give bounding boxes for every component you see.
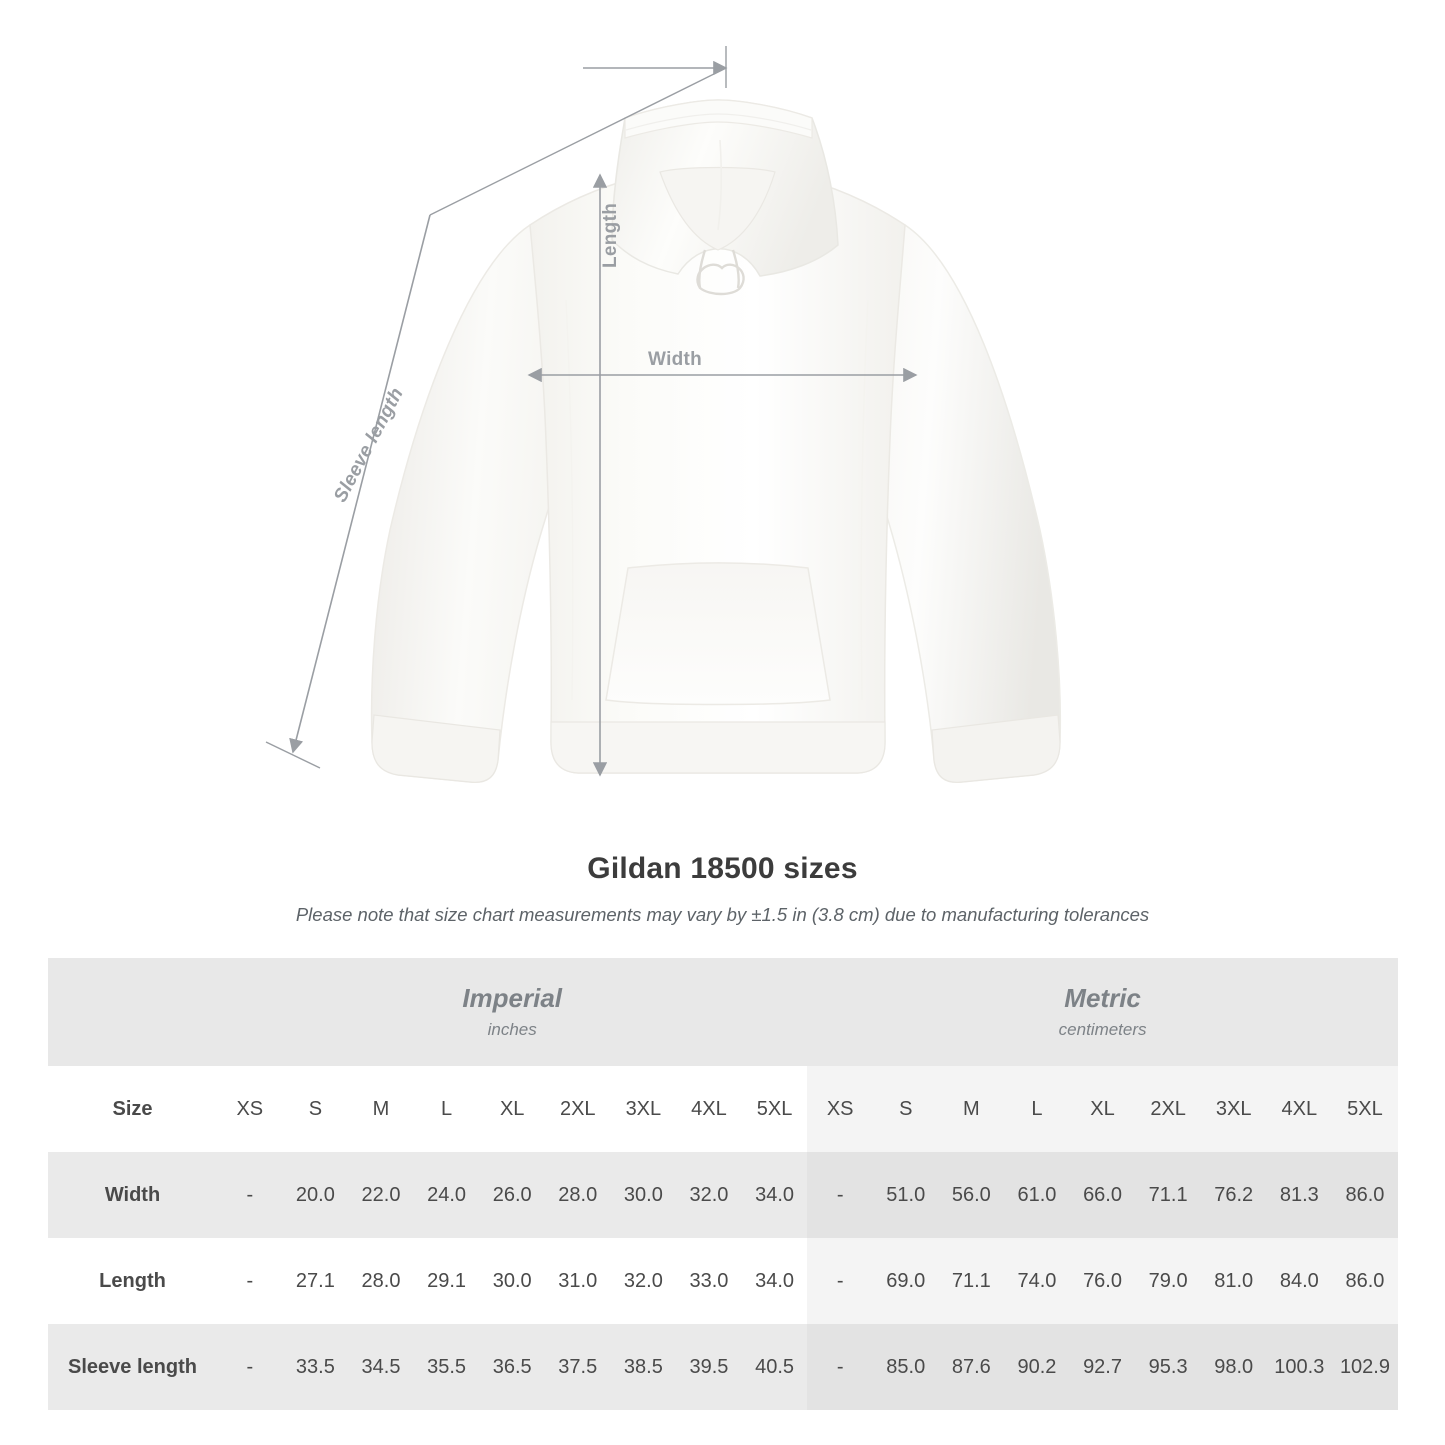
- size-column-header: 3XL: [611, 1066, 677, 1152]
- tolerance-note: Please note that size chart measurements may vary by ±1.5 in (3.8 cm) due to manufacturing tolerances: [295, 904, 1150, 925]
- measurement-cell: 30.0: [611, 1152, 677, 1238]
- measurement-cell: 87.6: [939, 1324, 1005, 1410]
- size-column-header: 3XL: [1201, 1066, 1267, 1152]
- measurement-cell: 92.7: [1070, 1324, 1136, 1410]
- measurement-cell: 26.0: [479, 1152, 545, 1238]
- page-title: Gildan 18500 sizes: [587, 852, 858, 885]
- measurement-cell: 30.0: [479, 1238, 545, 1324]
- measurement-cell: 40.5: [742, 1324, 808, 1410]
- measurement-cell: 98.0: [1201, 1324, 1267, 1410]
- measurement-cell: 20.0: [283, 1152, 349, 1238]
- table-row: [48, 1238, 1398, 1324]
- unit-system-spacer: [48, 958, 217, 1066]
- size-column-header: 2XL: [545, 1066, 611, 1152]
- measurement-cell: 39.5: [676, 1324, 742, 1410]
- size-column-header: M: [939, 1066, 1005, 1152]
- size-column-header: 4XL: [676, 1066, 742, 1152]
- measurement-cell: 33.0: [676, 1238, 742, 1324]
- measurement-cell: 34.5: [348, 1324, 414, 1410]
- unit-system-name: Metric: [1064, 983, 1141, 1014]
- measurement-cell: -: [807, 1238, 873, 1324]
- measurement-cell: 37.5: [545, 1324, 611, 1410]
- size-column-header: L: [414, 1066, 480, 1152]
- measurement-cell: 76.0: [1070, 1238, 1136, 1324]
- size-column-header: M: [348, 1066, 414, 1152]
- measurement-cell: 81.0: [1201, 1238, 1267, 1324]
- measurement-cell: -: [217, 1324, 283, 1410]
- measurement-cell: 28.0: [545, 1152, 611, 1238]
- measurement-cell: 32.0: [611, 1238, 677, 1324]
- measurement-cell: 27.1: [283, 1238, 349, 1324]
- measurement-cell: 61.0: [1004, 1152, 1070, 1238]
- measurement-cell: 86.0: [1332, 1152, 1398, 1238]
- size-header-row: [48, 1066, 1398, 1152]
- measurement-cell: 56.0: [939, 1152, 1005, 1238]
- size-column-header: S: [873, 1066, 939, 1152]
- size-column-header: XL: [1070, 1066, 1136, 1152]
- measurement-cell: 33.5: [283, 1324, 349, 1410]
- measurement-cell: 31.0: [545, 1238, 611, 1324]
- title-block: [0, 852, 1445, 926]
- measurement-cell: 32.0: [676, 1152, 742, 1238]
- measurement-cell: 24.0: [414, 1152, 480, 1238]
- measurement-cell: 85.0: [873, 1324, 939, 1410]
- size-header-label: Size: [48, 1066, 217, 1152]
- measurement-cell: 51.0: [873, 1152, 939, 1238]
- measurement-cell: 34.0: [742, 1238, 808, 1324]
- hoodie-artwork: [372, 100, 1061, 782]
- measurement-cell: 38.5: [611, 1324, 677, 1410]
- measurement-cell: 71.1: [1135, 1152, 1201, 1238]
- measurement-cell: 74.0: [1004, 1238, 1070, 1324]
- measurement-cell: 71.1: [939, 1238, 1005, 1324]
- measurement-cell: -: [217, 1152, 283, 1238]
- measurement-cell: 100.3: [1267, 1324, 1333, 1410]
- measurement-cell: 84.0: [1267, 1238, 1333, 1324]
- size-column-header: XS: [217, 1066, 283, 1152]
- size-column-header: S: [283, 1066, 349, 1152]
- size-column-header: 2XL: [1135, 1066, 1201, 1152]
- measurement-cell: 95.3: [1135, 1324, 1201, 1410]
- measurement-row-label: Sleeve length: [48, 1324, 217, 1410]
- table-row: [48, 1152, 1398, 1238]
- measurement-cell: 28.0: [348, 1238, 414, 1324]
- measurement-cell: 29.1: [414, 1238, 480, 1324]
- measurement-cell: 86.0: [1332, 1238, 1398, 1324]
- size-column-header: 5XL: [1332, 1066, 1398, 1152]
- unit-system-imperial: [217, 958, 807, 1066]
- measurement-cell: 90.2: [1004, 1324, 1070, 1410]
- measurement-cell: 35.5: [414, 1324, 480, 1410]
- sleeve-length-label: Sleeve length: [330, 384, 408, 506]
- measurement-row-label: Length: [48, 1238, 217, 1324]
- width-label: Width: [648, 349, 703, 370]
- measurement-cell: -: [807, 1324, 873, 1410]
- size-column-header: XL: [479, 1066, 545, 1152]
- size-column-header: 4XL: [1267, 1066, 1333, 1152]
- measurement-cell: 76.2: [1201, 1152, 1267, 1238]
- unit-system-header-row: [48, 958, 1398, 1066]
- measurement-cell: 102.9: [1332, 1324, 1398, 1410]
- unit-system-metric: [807, 958, 1397, 1066]
- size-table-wrapper: [48, 958, 1397, 1410]
- size-column-header: L: [1004, 1066, 1070, 1152]
- measurement-cell: 69.0: [873, 1238, 939, 1324]
- size-column-header: XS: [807, 1066, 873, 1152]
- size-column-header: 5XL: [742, 1066, 808, 1152]
- table-row: [48, 1324, 1398, 1410]
- size-chart-table: [48, 958, 1398, 1410]
- measurement-cell: -: [807, 1152, 873, 1238]
- measurement-cell: 79.0: [1135, 1238, 1201, 1324]
- unit-system-unit: centimeters: [1058, 1019, 1147, 1039]
- unit-system-name: Imperial: [462, 983, 563, 1014]
- measurement-cell: 81.3: [1267, 1152, 1333, 1238]
- measurement-cell: 22.0: [348, 1152, 414, 1238]
- measurement-cell: 66.0: [1070, 1152, 1136, 1238]
- length-label: Length: [600, 202, 621, 268]
- measurement-cell: -: [217, 1238, 283, 1324]
- measurement-cell: 36.5: [479, 1324, 545, 1410]
- measurement-row-label: Width: [48, 1152, 217, 1238]
- unit-system-unit: inches: [487, 1019, 537, 1039]
- measurement-cell: 34.0: [742, 1152, 808, 1238]
